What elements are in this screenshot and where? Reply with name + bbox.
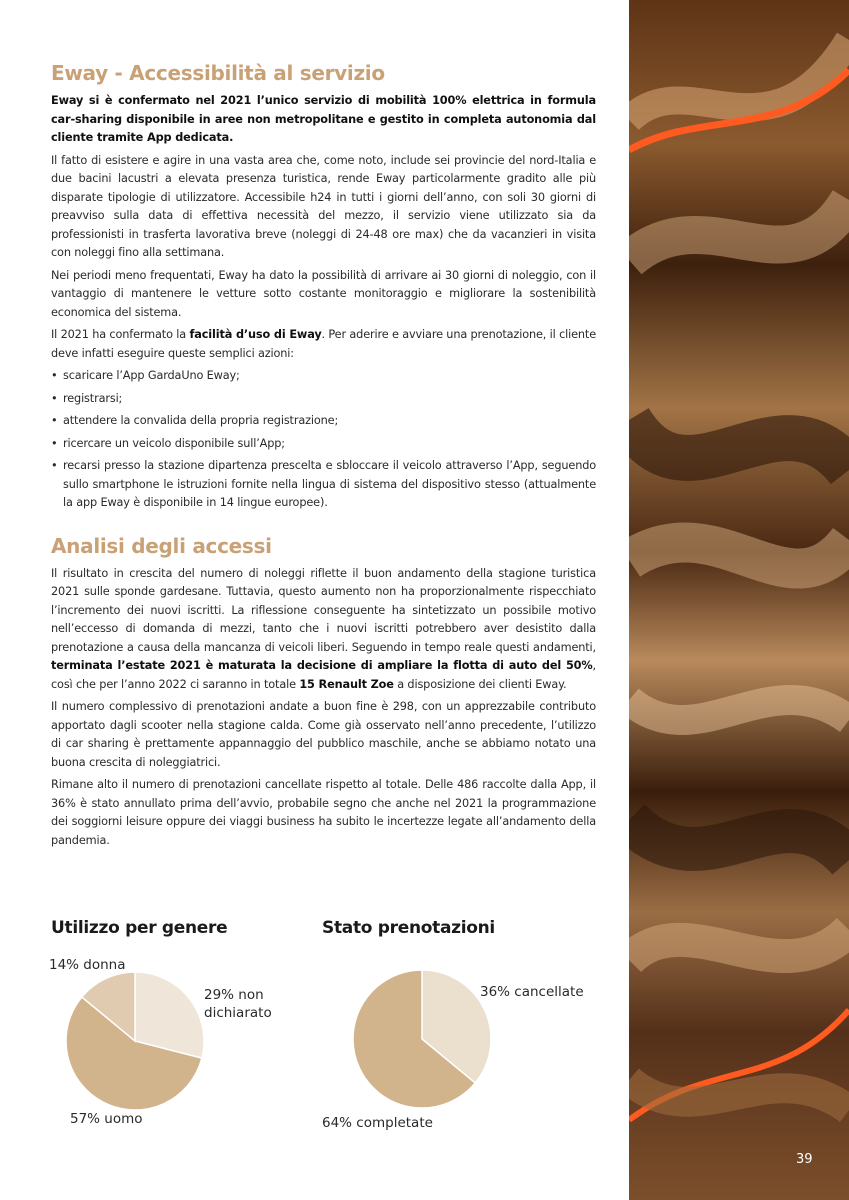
pie-label: 14% donna: [49, 957, 126, 973]
page-body: [51, 60, 596, 854]
paragraph: Il numero complessivo di prenotazioni andate a buon fine è 298, con un apprezzabile contributo apportato dagli scooter nella stagione calda. Come già osservato nell’anno precedente, l’utilizzo di car sharing è prettamente appannaggio del pubblico maschile, anche se abbiamo notato una buona crescita di noleggiatrici.: [51, 700, 596, 769]
chart-title-genere: Utilizzo per genere: [51, 918, 228, 938]
steps-list: [51, 367, 596, 513]
paragraph: Rimane alto il numero di prenotazioni cancellate rispetto al totale. Delle 486 raccolte dalla App, il 36% è stato annullato prima dell’avvio, probabile segno che anche nel 2021 la programmazione dei soggiorni leisure oppure dei viaggi business ha subito le incertezze legate all’andamento della pandemia.: [51, 778, 596, 847]
pie-label: 57% uomo: [70, 1111, 143, 1127]
list-item: • attendere la convalida della propria registrazione;: [51, 412, 596, 431]
section-title-eway: Eway - Accessibilità al servizio: [51, 61, 385, 85]
chart-title-stato: Stato prenotazioni: [322, 918, 495, 938]
decorative-side-image: [629, 0, 849, 1200]
bold-run: terminata l’estate 2021 è maturata la decisione di ampliare la flotta di auto del 50%: [51, 659, 593, 672]
paragraph: [51, 326, 596, 363]
page-number: 39: [796, 1152, 813, 1167]
bold-run: 15 Renault Zoe: [299, 677, 394, 691]
pie-label: 36% cancellate: [480, 984, 584, 1000]
pie-chart-stato: [351, 968, 493, 1110]
paragraph: Il fatto di esistere e agire in una vasta area che, come noto, include sei provincie del nord-Italia e due bacini lacustri a elevata presenza turistica, rende Eway particolarmente gradito alle più disparate tipologie di utilizzatore. Accessibile h24 in tutti i giorni dell’anno, con soli 30 giorni di preavviso sulla data di effettiva necessità del mezzo, il servizio viene utilizzato sia da professionisti in trasferta lavorativa breve (noleggi di 24-48 ore max) che da vacanzieri in visita con noleggi fino alla settimana.: [51, 153, 596, 259]
list-item: • recarsi presso la stazione dipartenza prescelta e sbloccare il veicolo attraverso l’App, seguendo sullo smartphone le istruzioni fornite nella lingua di sistema del dispositivo stesso (attualmente la app Eway è disponibile in 14 lingue europee).: [51, 457, 596, 513]
lead-paragraph: Eway si è confermato nel 2021 l’unico servizio di mobilità 100% elettrica in formula car-sharing disponibile in aree non metropolitane e gestito in completa autonomia dal cliente tramite App dedicata.: [51, 94, 596, 144]
bold-run: facilità d’uso di Eway: [189, 328, 322, 341]
list-item: • registrarsi;: [51, 390, 596, 409]
text-run: , così che per l’anno 2022 ci saranno in totale: [51, 659, 596, 691]
text-run: . Per aderire e avviare una prenotazione, il cliente deve infatti eseguire queste semplici azioni:: [51, 328, 596, 360]
list-item: • scaricare l’App GardaUno Eway;: [51, 367, 596, 386]
section-title-analisi: Analisi degli accessi: [51, 533, 272, 558]
list-item: • ricercare un veicolo disponibile sull’App;: [51, 435, 596, 454]
text-run: Il risultato in crescita del numero di noleggi riflette il buon andamento della stagione turistica 2021 sulle sponde gardesane. Tuttavia, questo aumento non ha proporzionalmente rispecchiato l’incremento dei nuovi iscritti. La riflessione conseguente ha sintetizzato un possibile motivo nell’eccesso di domanda di mezzi, tanto che i nuovi iscritti potrebbero aver desistito dalla prenotazione a causa della mancanza di veicoli liberi. Seguendo in tempo reale questi andamenti,: [51, 566, 596, 654]
pie-chart-genere: [64, 970, 206, 1112]
pie-label: 64% completate: [322, 1115, 433, 1131]
decorative-waves: [629, 0, 849, 1200]
paragraph: Nei periodi meno frequentati, Eway ha dato la possibilità di arrivare ai 30 giorni di noleggio, con il vantaggio di mantenere le vetture sotto costante monitoraggio e migliorare la sostenibilità economica del sistema.: [51, 268, 596, 319]
pie-label: 29% non dichiarato: [204, 987, 272, 1021]
paragraph: [51, 565, 596, 695]
text-run: a disposizione dei clienti Eway.: [393, 677, 567, 691]
text-run: Il 2021 ha confermato la: [51, 328, 190, 341]
